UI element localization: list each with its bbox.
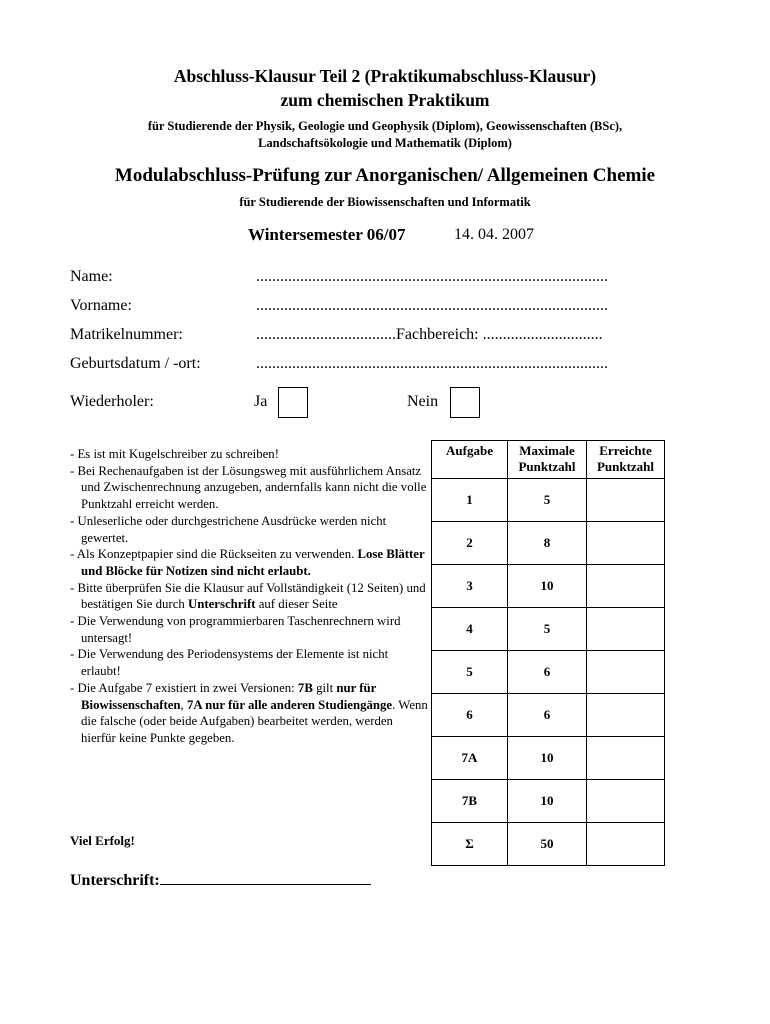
instruction-item: - Es ist mit Kugelschreiber zu schreiben! — [70, 447, 279, 461]
table-row — [432, 479, 665, 522]
instruction-item: - Bei Rechenaufgaben ist der Lösungsweg mit ausführlichem Ansatz und Zwischenrechnung anzugeben, andernfalls kann nicht die volle Punktzahl erreicht werden. — [70, 463, 427, 512]
ja-label: Ja — [254, 393, 268, 410]
max-cell: 6 — [508, 651, 587, 694]
table-row — [432, 651, 665, 694]
task-cell: 4 — [432, 608, 508, 651]
task-cell: 7A — [432, 737, 508, 780]
instructions-list — [70, 446, 428, 747]
audience-line-2: Landschaftsökologie und Mathematik (Diplom) — [258, 136, 512, 150]
task-cell: 2 — [432, 522, 508, 565]
max-cell: 5 — [508, 479, 587, 522]
max-cell: 6 — [508, 694, 587, 737]
geburt-label: Geburtsdatum / -ort: — [70, 355, 201, 372]
signature-line[interactable] — [160, 870, 371, 885]
max-cell: 8 — [508, 522, 587, 565]
task-cell: 7B — [432, 780, 508, 823]
instruction-item: - Als Konzeptpapier sind die Rückseiten zu verwenden. Lose Blätter und Blöcke für Notizen sind nicht erlaubt. — [70, 547, 425, 578]
semester: Wintersemester 06/07 — [248, 225, 406, 244]
score-cell[interactable] — [587, 780, 665, 823]
table-header-row — [432, 441, 665, 479]
signature-row — [70, 870, 371, 890]
score-total-cell[interactable] — [587, 823, 665, 866]
header-max: Maximale Punktzahl — [508, 441, 587, 479]
sigma-icon: Σ — [432, 823, 508, 866]
geburt-field[interactable]: ........................................................................................ — [256, 355, 608, 372]
max-cell: 5 — [508, 608, 587, 651]
score-cell[interactable] — [587, 479, 665, 522]
signature-label: Unterschrift: — [70, 872, 160, 889]
task-cell: 3 — [432, 565, 508, 608]
table-row — [432, 737, 665, 780]
task-cell: 5 — [432, 651, 508, 694]
wiederholer-label: Wiederholer: — [70, 393, 154, 410]
table-row — [432, 565, 665, 608]
max-total-cell: 50 — [508, 823, 587, 866]
task-cell: 1 — [432, 479, 508, 522]
score-cell[interactable] — [587, 694, 665, 737]
max-cell: 10 — [508, 737, 587, 780]
fachbereich-label: Fachbereich: — [396, 326, 479, 343]
score-cell[interactable] — [587, 522, 665, 565]
exam-date: 14. 04. 2007 — [454, 226, 534, 243]
table-row — [432, 608, 665, 651]
matrikel-row — [256, 326, 603, 344]
vorname-field[interactable]: ........................................................................................ — [256, 297, 608, 314]
table-total-row — [432, 823, 665, 866]
name-label: Name: — [70, 268, 113, 285]
instruction-item: - Die Verwendung von programmierbaren Taschenrechnern wird untersagt! — [70, 614, 401, 645]
vorname-label: Vorname: — [70, 297, 132, 314]
score-cell[interactable] — [587, 737, 665, 780]
score-cell[interactable] — [587, 565, 665, 608]
score-table — [431, 440, 665, 866]
task-cell: 6 — [432, 694, 508, 737]
matrikel-label: Matrikelnummer: — [70, 326, 183, 343]
ja-checkbox[interactable] — [278, 387, 308, 418]
instruction-item: - Bitte überprüfen Sie die Klausur auf Vollständigkeit (12 Seiten) und bestätigen Sie durch Unterschrift auf dieser Seite — [70, 580, 426, 612]
nein-label: Nein — [407, 393, 439, 410]
audience-line-3: für Studierende der Biowissenschaften und Informatik — [239, 195, 531, 209]
table-row — [432, 694, 665, 737]
table-row — [432, 780, 665, 823]
matrikel-field[interactable]: ................................... — [256, 326, 396, 343]
header-aufgabe: Aufgabe — [432, 441, 508, 479]
instruction-item: - Die Verwendung des Periodensystems der Elemente ist nicht erlaubt! — [70, 647, 389, 679]
instruction-item: - Unleserliche oder durchgestrichene Ausdrücke werden nicht gewertet. — [70, 513, 387, 545]
table-row — [432, 522, 665, 565]
name-field[interactable]: ........................................................................................ — [256, 268, 608, 285]
module-title: Modulabschluss-Prüfung zur Anorganischen/ Allgemeinen Chemie — [114, 165, 656, 186]
score-cell[interactable] — [587, 651, 665, 694]
max-cell: 10 — [508, 780, 587, 823]
exam-subtitle: zum chemischen Praktikum — [280, 90, 490, 110]
instruction-item: - Die Aufgabe 7 existiert in zwei Versionen: 7B gilt nur für Biowissenschaften, 7A nur für alle anderen Studiengänge. Wenn die falsche (oder beide Aufgaben) bearbeitet werden, werden hierfür keine Punkte gegeben. — [70, 680, 428, 745]
score-cell[interactable] — [587, 608, 665, 651]
max-cell: 10 — [508, 565, 587, 608]
header-erreicht: Erreichte Punktzahl — [587, 441, 665, 479]
fachbereich-field[interactable]: .............................. — [482, 326, 603, 343]
audience-line-1: für Studierende der Physik, Geologie und Geophysik (Diplom), Geowissenschaften (BSc), — [147, 119, 623, 133]
exam-title: Abschluss-Klausur Teil 2 (Praktikumabschluss-Klausur) — [173, 66, 597, 86]
nein-checkbox[interactable] — [450, 387, 480, 418]
good-luck-text: Viel Erfolg! — [70, 833, 135, 848]
